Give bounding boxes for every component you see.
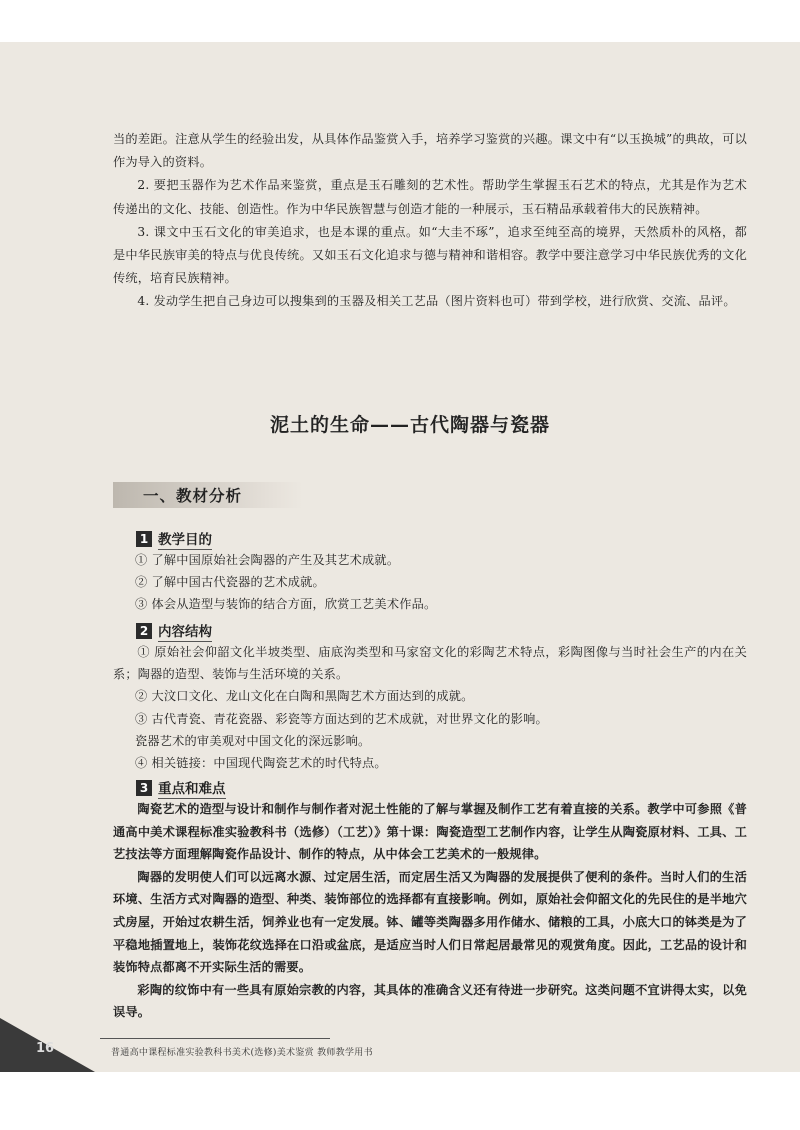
content-structure-list	[113, 641, 747, 774]
subheading-key-points	[136, 777, 226, 799]
intro-block	[113, 128, 747, 314]
list-item: ③ 体会从造型与装饰的结合方面，欣赏工艺美术作品。	[135, 597, 437, 612]
subheading-teaching-goals	[136, 528, 212, 550]
list-item: 瓷器艺术的审美观对中国文化的深远影响。	[135, 733, 371, 748]
page-number: 16	[36, 1041, 55, 1056]
list-item: ① 了解中国原始社会陶器的产生及其艺术成就。	[135, 553, 400, 567]
subheading-content-structure	[136, 620, 212, 642]
intro-paragraph: 3. 课文中玉石文化的审美追求，也是本课的重点。如“大圭不琢”，追求至纯至高的境界，天然质朴的风格，都是中华民族审美的特点与优良传统。又如玉石文化追求与德与精神和谐相容。教学中要注意学习中华民族优秀的文化传统，培育民族精神。	[113, 224, 747, 286]
body-paragraph: 陶器的发明使人们可以远离水源、过定居生活，而定居生活又为陶器的发展提供了便利的条件。当时人们的生活环境、生活方式对陶器的造型、种类、装饰部位的选择都有直接影响。例如，原始社会仰韶文化的先民住的是半地穴式房屋，开始过农耕生活，饲养业也有一定发展。钵、罐等类陶器多用作储水、储粮的工具，小底大口的钵类是为了平稳地插置地上，装饰花纹选择在口沿或盆底，是适应当时人们日常起居最常见的观赏角度。因此，工艺品的设计和装饰特点都离不开实际生活的需要。	[113, 869, 747, 975]
list-item: ② 了解中国古代瓷器的艺术成就。	[135, 575, 325, 590]
intro-paragraph: 当的差距。注意从学生的经验出发，从具体作品鉴赏入手，培养学习鉴赏的兴趣。课文中有“以玉换城”的典故，可以作为导入的资料。	[113, 132, 747, 170]
body-paragraph: 彩陶的纹饰中有一些具有原始宗教的内容，其具体的准确含义还有待进一步研究。这类问题不宜讲得太实，以免误导。	[113, 982, 747, 1020]
section-title: 泥土的生命——古代陶器与瓷器	[270, 414, 551, 436]
body-paragraph: 陶瓷艺术的造型与设计和制作与制作者对泥土性能的了解与掌握及制作工艺有着直接的关系。教学中可参照《普通高中美术课程标准实验教科书（选修）（工艺）》第十课：陶瓷造型工艺制作内容，让学生从陶瓷原材料、工具、工艺技法等方面理解陶瓷作品设计、制作的特点，从中体会工艺美术的一般规律。	[113, 802, 747, 862]
subheading-number: 2	[136, 623, 152, 639]
footer-divider	[100, 1038, 330, 1039]
intro-paragraph: 2. 要把玉器作为艺术作品来鉴赏，重点是玉石雕刻的艺术性。帮助学生掌握玉石艺术的特点，尤其是作为艺术传递出的文化、技能、创造性。作为中华民族智慧与创造才能的一种展示，玉石精品承载着伟大的民族精神。	[113, 178, 747, 216]
list-item: ③ 古代青瓷、青花瓷器、彩瓷等方面达到的艺术成就，对世界文化的影响。	[135, 711, 548, 726]
footer-book-title: 普通高中课程标准实验教科书美术(选修)美术鉴赏 教师教学用书	[111, 1048, 373, 1058]
list-item: ② 大汶口文化、龙山文化在白陶和黑陶艺术方面达到的成就。	[135, 689, 474, 704]
list-item: ① 原始社会仰韶文化半坡类型、庙底沟类型和马家窑文化的彩陶艺术特点，彩陶图像与当时社会生产的内在关系；陶器的造型、装饰与生活环境的关系。	[113, 645, 747, 682]
key-points-block	[113, 798, 747, 1024]
list-item: ④ 相关链接：中国现代陶瓷艺术的时代特点。	[135, 756, 387, 771]
intro-paragraph: 4. 发动学生把自己身边可以搜集到的玉器及相关工艺品（图片资料也可）带到学校，进行欣赏、交流、品评。	[137, 294, 736, 309]
subheading-number: 3	[136, 780, 152, 796]
teaching-goals-list	[113, 549, 747, 616]
subheading-label: 重点和难点	[158, 777, 226, 799]
chapter-title: 一、教材分析	[143, 486, 243, 505]
subheading-label: 内容结构	[158, 620, 212, 642]
subheading-label: 教学目的	[158, 528, 212, 550]
subheading-number: 1	[136, 531, 152, 547]
